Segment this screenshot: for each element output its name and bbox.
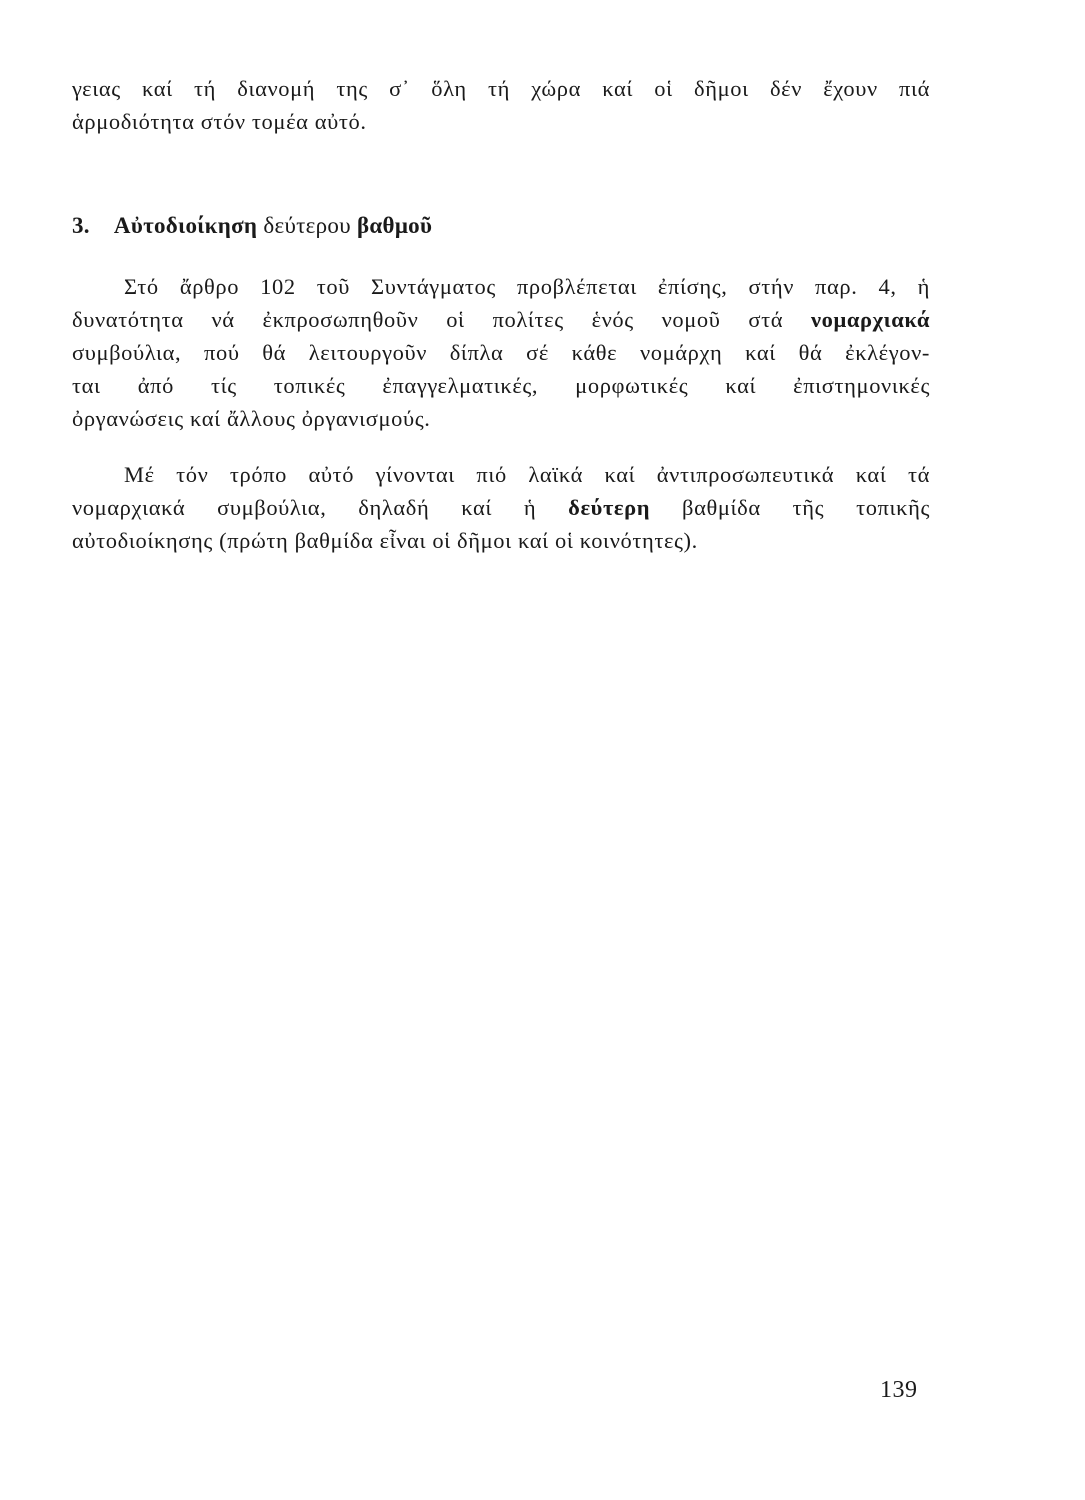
paragraph-2-line-2 [72,491,930,524]
section-title-word-1: Αὐτοδιοίκηση [113,213,258,238]
paragraph-1-line-3: συμβούλια, πού θά λειτουργοῦν δίπλα σέ κάθε νομάρχη καί θά ἐκλέγον- [72,340,930,365]
section-heading [72,209,432,242]
paragraph-2-line-3: αὐτοδιοίκησης (πρώτη βαθμίδα εἶναι οἱ δῆμοι καί οἱ κοινότητες). [72,528,698,553]
paragraph-1-line-2 [72,303,930,336]
paragraph-2-line-2-text-before: νομαρχιακά συμβούλια, δηλαδή καί ἡ [72,495,537,520]
paragraph-1-line-4: ται ἀπό τίς τοπικές ἐπαγγελματικές, μορφωτικές καί ἐπιστημονικές [72,373,930,398]
intro-paragraph [72,72,930,138]
bold-term-defteri: δεύτερη [568,495,651,520]
paragraph-1-line-5: ὀργανώσεις καί ἄλλους ὀργανισμούς. [72,406,431,431]
section-number: 3. [72,213,90,238]
paragraph-2-line-2-text-after: βαθμίδα τῆς τοπικῆς [682,495,930,520]
bold-term-nomarchiaka: νομαρχιακά [811,307,930,332]
paragraph-1-line-1: Στό ἄρθρο 102 τοῦ Συντάγματος προβλέπεται ἐπίσης, στήν παρ. 4, ἡ [124,274,930,299]
paragraph-1 [72,270,930,435]
paragraph-2 [72,458,930,557]
section-title-word-3: βαθμοῦ [356,213,433,238]
intro-line-2: ἁρμοδιότητα στόν τομέα αὐτό. [72,109,367,134]
section-title-word-2: δεύτερου [263,213,351,238]
page-number: 139 [880,1377,918,1403]
paragraph-1-line-2-text: δυνατότητα νά ἐκπροσωπηθοῦν οἱ πολίτες ἑνός νομοῦ στά [72,307,784,332]
intro-line-1: γειας καί τή διανομή της σ᾽ ὅλη τή χώρα καί οἱ δῆμοι δέν ἔχουν πιά [72,76,930,101]
paragraph-2-line-1: Μέ τόν τρόπο αὐτό γίνονται πιό λαϊκά καί ἀντιπροσωπευτικά καί τά [124,462,930,487]
